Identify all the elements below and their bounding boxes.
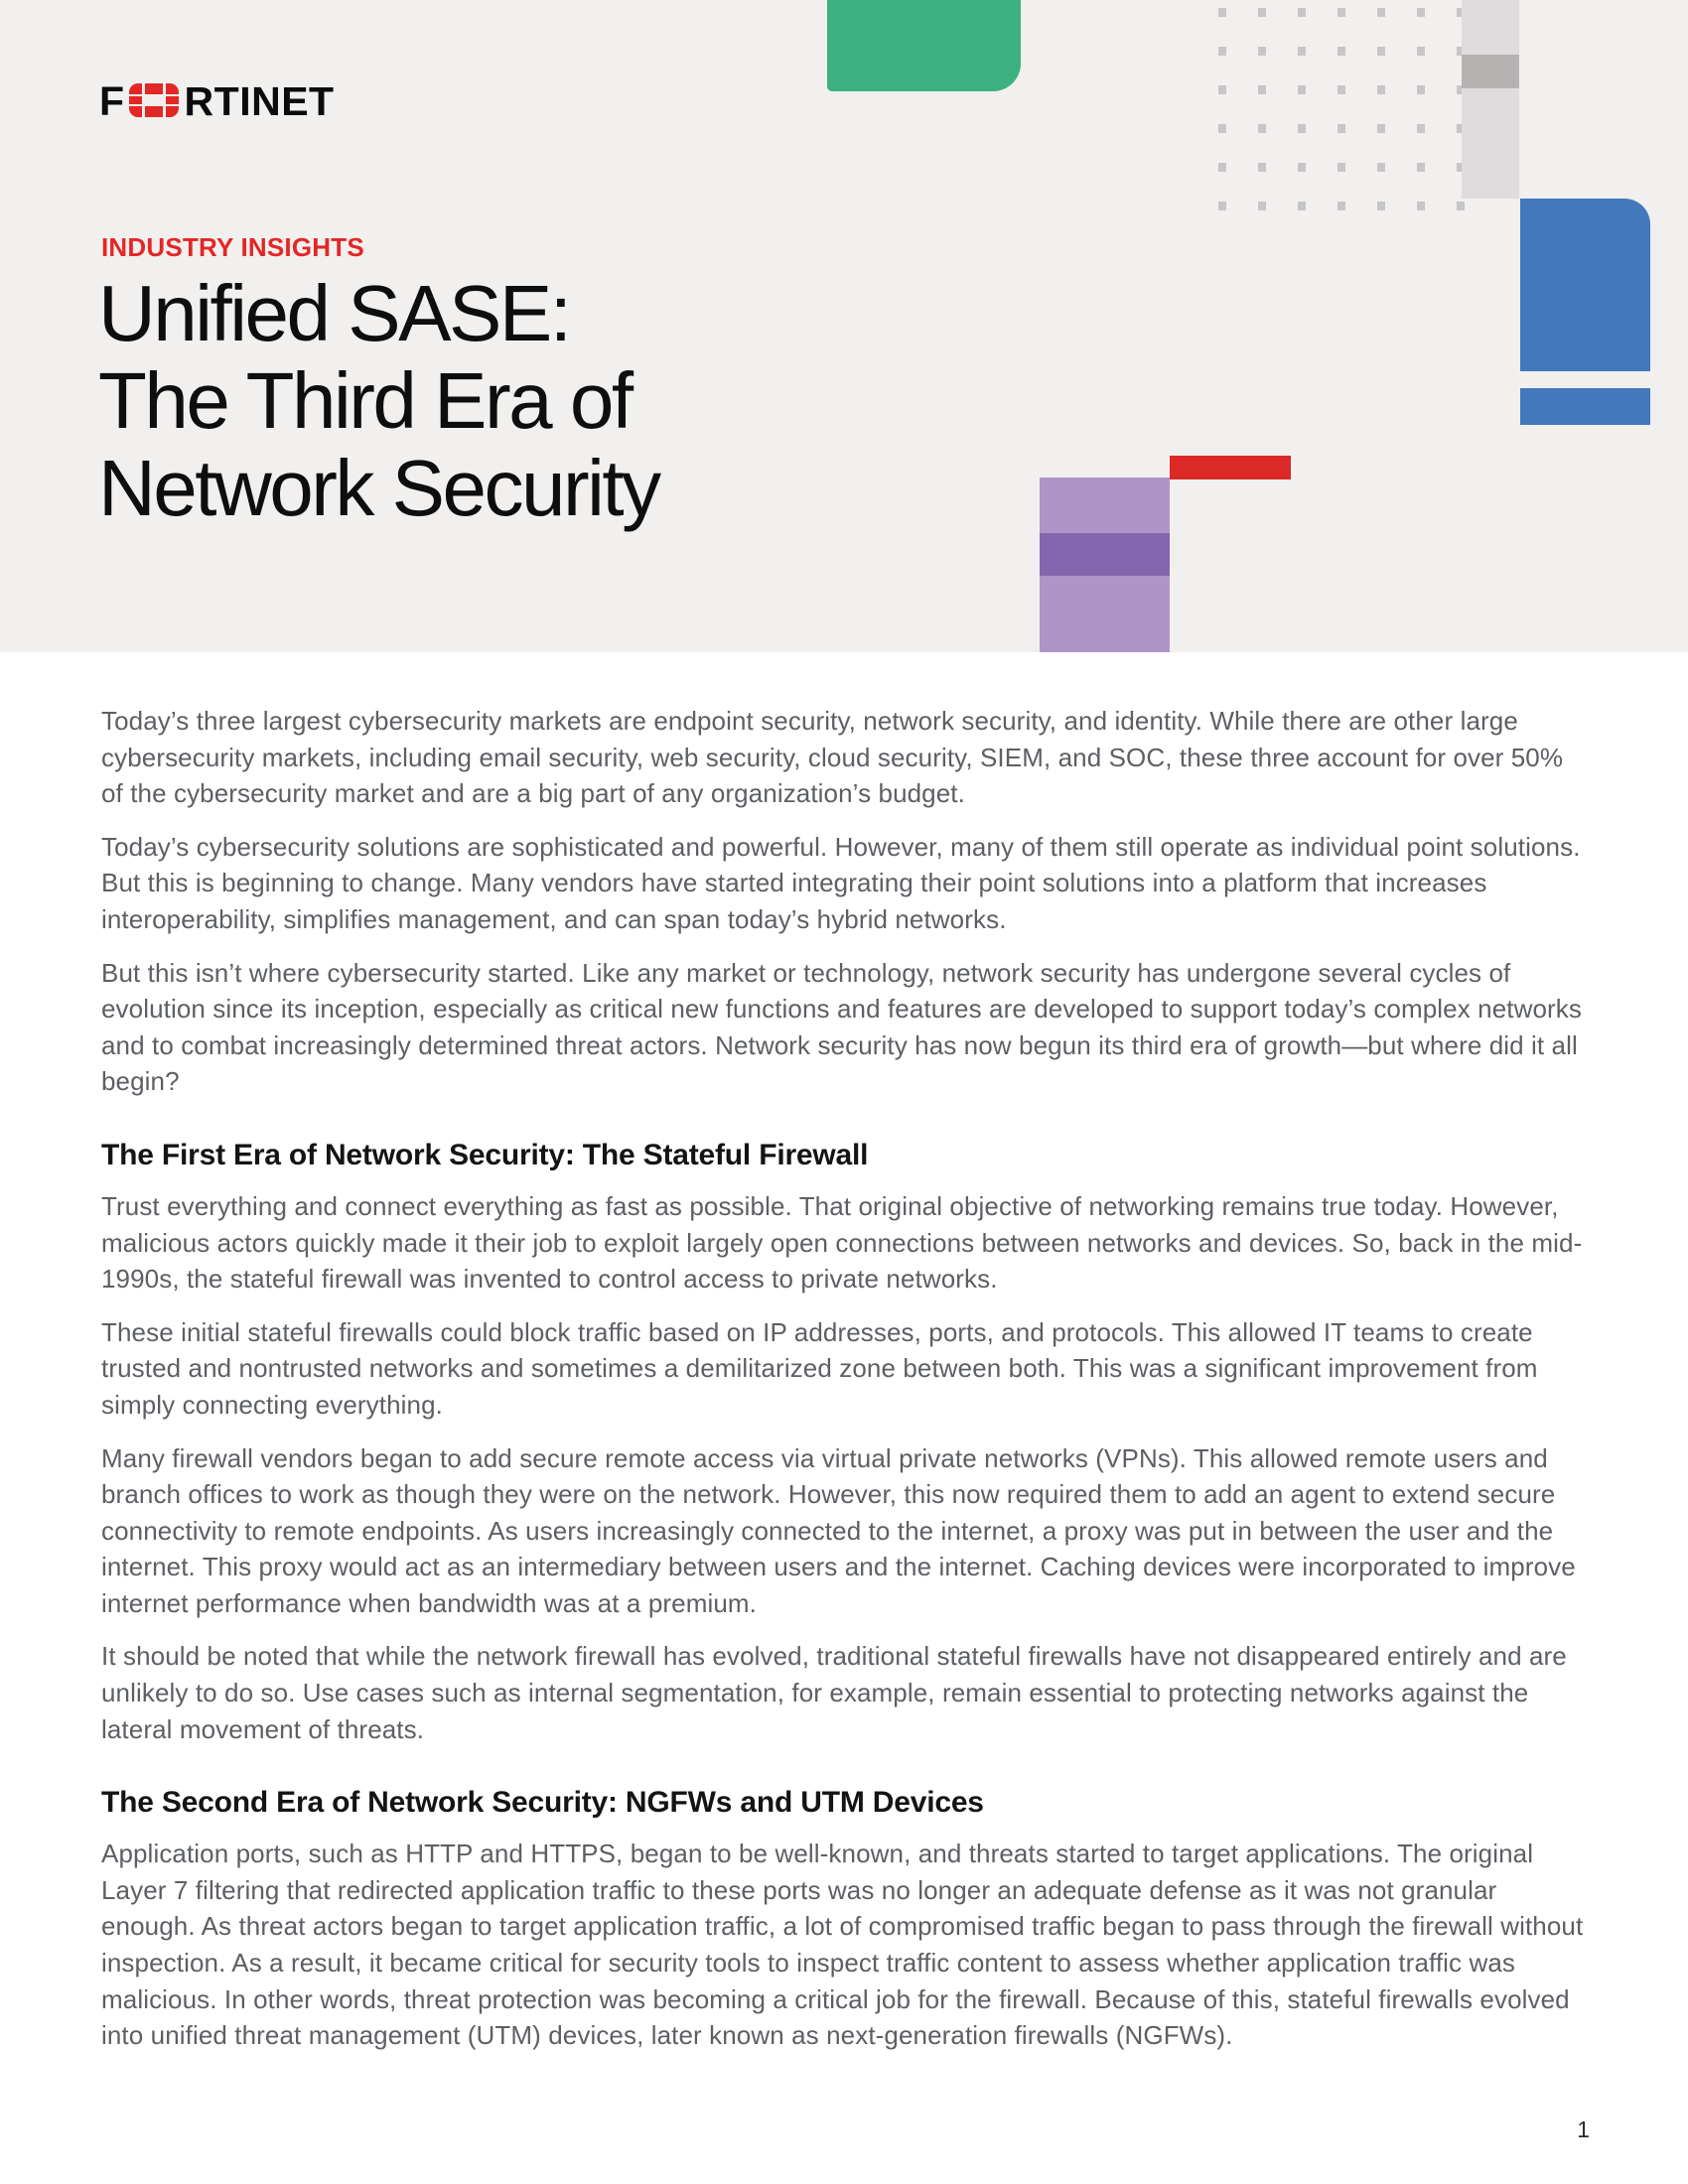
second-era-paragraph-1: Application ports, such as HTTP and HTTPS, began to be well-known, and threats started to target applications. The original Layer 7 filtering that redirected application traffic to these ports was no longer an adequate defense as it was not granular enough. As threat actors began to target application traffic, a lot of compromised traffic began to pass through the firewall without inspection. As a result, it became critical for security tools to inspect traffic content to assess whether application traffic was malicious. In other words, threat protection was becoming a critical job for the firewall. Because of this, stateful firewalls evolved into unified threat management (UTM) devices, later known as next-generation firewalls (NGFWs). xyxy=(101,1839,1584,2051)
title-line-2: The Third Era of xyxy=(98,356,632,445)
decor-red-bar xyxy=(1170,456,1291,479)
page-title xyxy=(98,270,659,532)
page-number: 1 xyxy=(1577,2116,1590,2142)
first-era-paragraph-1: Trust everything and connect everything as fast as possible. That original objective of networking remains true today. However, malicious actors quickly made it their job to exploit largely open connections between networks and devices. So, back in the mid-1990s, the stateful firewall was invented to control access to private networks. xyxy=(101,1190,1583,1295)
fortinet-gate-o-icon xyxy=(129,83,181,120)
decor-blue-block xyxy=(1520,199,1650,371)
decor-gray-bar-dark-segment xyxy=(1462,55,1519,88)
first-era-paragraph-2: These initial stateful firewalls could block traffic based on IP addresses, ports, and protocols. This allowed IT teams to create trusted and nontrusted networks and sometimes a demilitarized zone between both. This was a significant improvement from simply connecting everything. xyxy=(101,1316,1538,1420)
article-body xyxy=(101,703,1587,2071)
first-era-paragraph-4: It should be noted that while the network firewall has evolved, traditional stateful firewalls have not disappeared entirely and are unlikely to do so. Use cases such as internal segmentation, for example, remain essential to protecting networks against the lateral movement of threats. xyxy=(101,1641,1567,1744)
fortinet-logo xyxy=(99,78,335,124)
decor-green-block xyxy=(827,0,1021,91)
decor-blue-bar xyxy=(1520,388,1650,425)
intro-paragraph-3: But this isn’t where cybersecurity started. Like any market or technology, network security has undergone several cycles of evolution since its inception, especially as critical new functions and features are developed to support today’s complex networks and to combat increasingly determined threat actors. Network security has now begun its third era of growth—but where did it all begin? xyxy=(101,957,1582,1097)
logo-letters-rtinet: RTINET xyxy=(184,78,335,124)
first-era-paragraph-3: Many firewall vendors began to add secure remote access via virtual private networks (VPNs). This allowed remote users and branch offices to work as though they were on the network. However, this now required them to add an agent to extend secure connectivity to remote endpoints. As users increasingly connected to the internet, a proxy was put in between the user and the internet. This proxy would act as an intermediary between users and the internet. Caching devices were incorporated to improve internet performance when bandwidth was at a premium. xyxy=(101,1442,1576,1618)
intro-paragraph-2: Today’s cybersecurity solutions are sophisticated and powerful. However, many of them still operate as individual point solutions. But this is beginning to change. Many vendors have started integrating their point solutions into a platform that increases interoperability, simplifies management, and can span today’s hybrid networks. xyxy=(101,831,1581,934)
title-line-1: Unified SASE: xyxy=(98,269,570,357)
decor-gray-bar xyxy=(1462,0,1519,199)
section-heading-first-era: The First Era of Network Security: The Stateful Firewall xyxy=(101,1138,869,1171)
dot-grid-pattern xyxy=(1218,8,1471,240)
decor-purple-dark-band xyxy=(1040,533,1170,576)
eyebrow-label: INDUSTRY INSIGHTS xyxy=(101,232,364,262)
logo-letter-f: F xyxy=(99,78,125,124)
hero-section xyxy=(0,0,1688,652)
title-line-3: Network Security xyxy=(98,444,659,532)
intro-paragraph-1: Today’s three largest cybersecurity markets are endpoint security, network security, and identity. While there are other large cybersecurity markets, including email security, web security, cloud security, SIEM, and SOC, these three account for over 50% of the cybersecurity market and are a big part of any organization’s budget. xyxy=(101,706,1564,809)
section-heading-second-era: The Second Era of Network Security: NGFWs and UTM Devices xyxy=(101,1786,984,1820)
